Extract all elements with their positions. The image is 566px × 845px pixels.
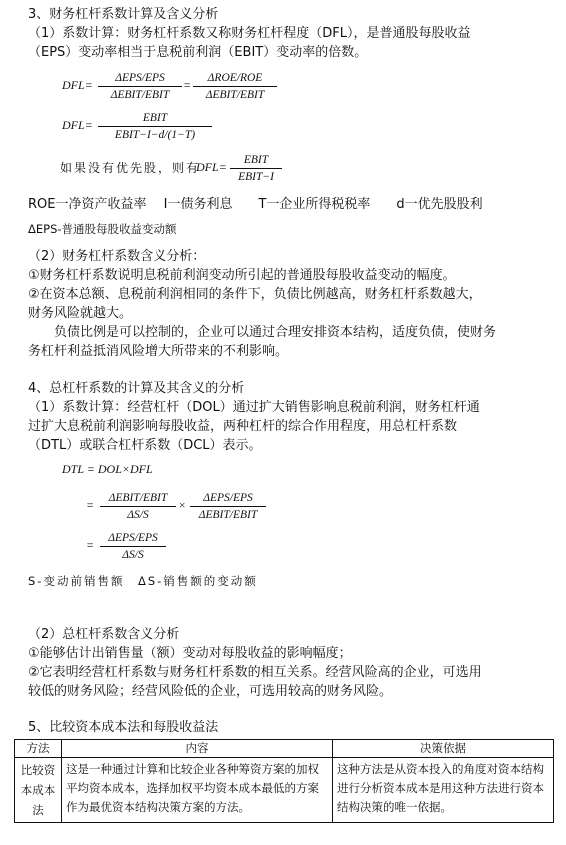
table-cell-method: 比较资本成本法	[15, 758, 62, 823]
s3-meaning-3a: 负债比例是可以控制的，企业可以通过合理安排资本结构，适度负债，使财务	[28, 325, 497, 340]
s3-f1-den2: ΔEBIT/EBIT	[205, 89, 265, 101]
section3-heading: 3、财务杠杆系数计算及含义分析	[28, 7, 219, 22]
s4-meaning-title: （2）总杠杆系数含义分析	[28, 627, 180, 642]
equals-sign: =	[86, 498, 95, 512]
s3-f3-num: EBIT	[230, 152, 282, 169]
s3-f2-den: EBIT−I−d/(1−T)	[114, 129, 196, 141]
s3-f3-lhs: DFL=	[196, 160, 227, 174]
s4-meaning-2b: 较低的财务风险；经营风险低的企业，可选用较高的财务风险。	[28, 684, 393, 699]
s4-f3-den: ΔS/S	[122, 549, 144, 561]
s4-calc-line2: 过扩大息税前利润影响每股收益，两种杠杆的综合作用程度，用总杠杆系数	[28, 419, 458, 434]
s3-f1-frac2	[193, 70, 277, 103]
table-header-method: 方法	[15, 740, 62, 758]
s3-f2-lhs: DFL=	[62, 118, 93, 132]
s3-f1-den1: ΔEBIT/EBIT	[110, 89, 170, 101]
s3-meaning-1: ①财务杠杆系数说明息税前利润变动所引起的普通股每股收益变动的幅度。	[28, 268, 456, 283]
section5-heading: 5、比较资本成本法和每股收益法	[28, 720, 219, 735]
s4-f2-num1: ΔEBIT/EBIT	[100, 490, 176, 507]
s3-f3-text: 如果没有优先股，则有	[60, 161, 201, 175]
s3-calc-line1: （1）系数计算：财务杠杆系数又称财务杠杆程度（DFL），是普通股每股收益	[28, 26, 471, 41]
s3-meaning-2a: ②在资本总额、息税前利润相同的条件下，负债比例越高，财务杠杆系数越大，	[28, 287, 482, 302]
s4-f2-frac2	[190, 490, 266, 523]
times-sign: ×	[178, 498, 187, 512]
table-cell-content: 这是一种通过计算和比较企业各种筹资方案的加权平均资本成本，选择加权平均资本成本最低的方案作为最优资本结构决策方案的方法。	[62, 758, 333, 823]
s3-meaning-2b: 财务风险就越大。	[28, 306, 133, 321]
table-header-row	[15, 740, 554, 758]
section4-heading: 4、总杠杆系数的计算及其含义的分析	[28, 381, 245, 396]
s4-f2-den1: ΔS/S	[127, 509, 149, 521]
s4-meaning-1: ①能够估计出销售量（额）变动对每股收益的影响幅度；	[28, 646, 352, 661]
equals-sign: =	[183, 78, 192, 92]
s4-calc-line3: （DTL）或联合杠杆系数（DCL）表示。	[28, 438, 262, 453]
s3-f2-frac	[98, 110, 212, 143]
s4-meaning-2a: ②它表明经营杠杆系数与财务杠杆系数的相互关系。经营风险高的企业，可选用	[28, 665, 482, 680]
equals-sign: =	[86, 538, 95, 552]
s3-meaning-title: （2）财务杠杆系数含义分析：	[28, 249, 206, 264]
s3-f1-frac1	[98, 70, 182, 103]
s3-f2-num: EBIT	[98, 110, 212, 127]
s3-f1-lhs: DFL=	[62, 78, 93, 92]
s3-f1-num1: ΔEPS/EPS	[98, 70, 182, 87]
s3-calc-line2: （EPS）变动率相当于息税前利润（EBIT）变动率的倍数。	[28, 45, 368, 60]
comparison-table	[14, 739, 554, 823]
table-header-basis: 决策依据	[333, 740, 554, 758]
s3-meaning-3b: 务杠杆利益抵消风险增大所带来的不利影响。	[28, 344, 289, 359]
s4-calc-line1: （1）系数计算：经营杠杆（DOL）通过扩大销售影响息税前利润，财务杠杆通	[28, 400, 480, 415]
table-cell-basis: 这种方法是从资本投入的角度对资本结构进行分析资本成本是用这种方法进行资本结构决策的唯一依据。	[333, 758, 554, 823]
s3-eps-note: ΔEPS-普通股每股收益变动额	[28, 222, 177, 236]
table-header-content: 内容	[62, 740, 333, 758]
s4-f2-frac1	[100, 490, 176, 523]
s4-f2-den2: ΔEBIT/EBIT	[198, 509, 258, 521]
s3-f1-num2: ΔROE/ROE	[193, 70, 277, 87]
table-row	[15, 758, 554, 823]
s4-f1: DTL = DOL×DFL	[62, 462, 153, 476]
s4-s-note: S-变动前销售额 ΔS-销售额的变动额	[28, 574, 258, 588]
s4-f3-frac	[100, 530, 166, 563]
s4-f2-num2: ΔEPS/EPS	[190, 490, 266, 507]
s3-f3-frac	[230, 152, 282, 185]
s4-f3-num: ΔEPS/EPS	[100, 530, 166, 547]
s3-f3-den: EBIT−I	[238, 171, 274, 183]
s3-legend: ROE一净资产收益率 I一债务利息 T一企业所得税税率 d一优先股股利	[28, 197, 483, 212]
